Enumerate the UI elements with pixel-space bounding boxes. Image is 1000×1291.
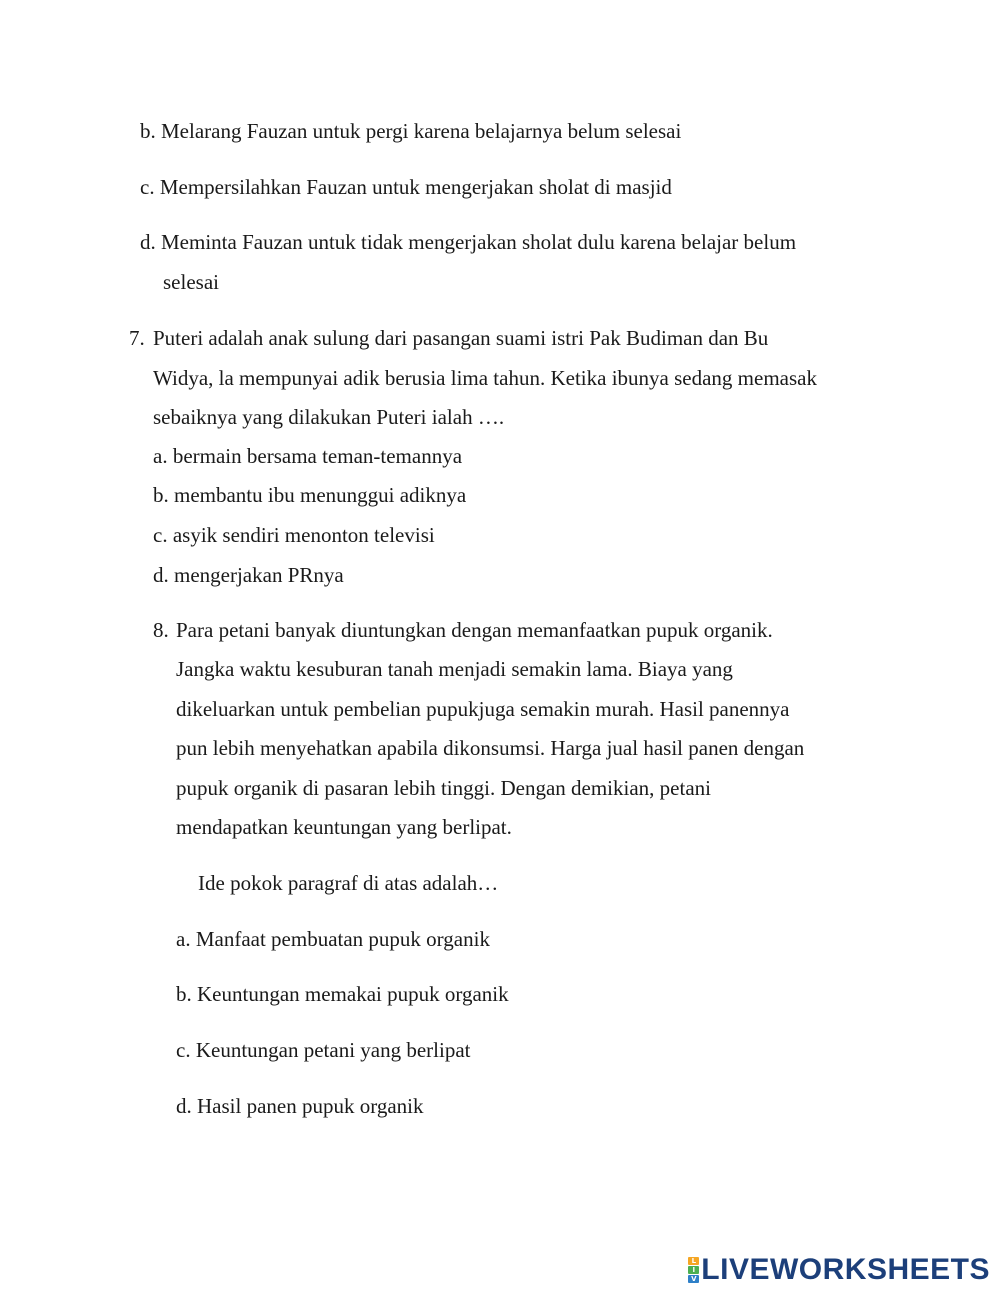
option-text: mengerjakan PRnya xyxy=(174,563,344,587)
q7-option-d xyxy=(153,561,344,589)
option-text: Keuntungan memakai pupuk organik xyxy=(197,982,509,1006)
q7-text-line: Puteri adalah anak sulung dari pasangan suami istri Pak Budiman dan Bu xyxy=(153,326,769,350)
q6-option-d-continuation: selesai xyxy=(163,270,219,294)
logo-badge-letter: I xyxy=(688,1266,699,1274)
q7-option-a xyxy=(153,442,462,470)
logo-badge-icon xyxy=(688,1257,699,1283)
q7-text-line: Widya, la mempunyai adik berusia lima tahun. Ketika ibunya sedang memasak xyxy=(153,366,817,390)
q8-text-line: mendapatkan keuntungan yang berlipat. xyxy=(176,815,512,839)
option-text: Manfaat pembuatan pupuk organik xyxy=(195,927,490,951)
option-marker: a. xyxy=(153,444,168,468)
option-text: Hasil panen pupuk organik xyxy=(197,1094,424,1118)
q8-number: 8. xyxy=(153,618,169,642)
option-text: Melarang Fauzan untuk pergi karena belajarnya belum selesai xyxy=(161,119,682,143)
q8-text-line: Para petani banyak diuntungkan dengan memanfaatkan pupuk organik. xyxy=(176,618,773,642)
option-marker: b. xyxy=(176,982,192,1006)
q7-option-b xyxy=(153,481,466,509)
logo-badge-letter: L xyxy=(688,1257,699,1265)
q8-text-line: pupuk organik di pasaran lebih tinggi. Dengan demikian, petani xyxy=(176,776,711,800)
q8-prompt: Ide pokok paragraf di atas adalah… xyxy=(198,871,499,895)
option-marker: b. xyxy=(140,119,156,143)
logo-badge-letter: V xyxy=(688,1275,699,1283)
q8-text-line: pun lebih menyehatkan apabila dikonsumsi. Harga jual hasil panen dengan xyxy=(176,736,805,760)
option-marker: c. xyxy=(153,523,168,547)
logo-text: LIVEWORKSHEETS xyxy=(701,1253,990,1286)
option-marker: a. xyxy=(176,927,191,951)
q8-option-d xyxy=(176,1092,424,1120)
option-text: Meminta Fauzan untuk tidak mengerjakan sholat dulu karena belajar belum xyxy=(161,230,797,254)
q6-option-d xyxy=(140,228,796,256)
q8-option-a xyxy=(176,925,490,953)
q6-option-b xyxy=(140,117,681,145)
option-text: membantu ibu menunggui adiknya xyxy=(174,483,467,507)
liveworksheets-logo[interactable] xyxy=(688,1254,990,1286)
option-text: Mempersilahkan Fauzan untuk mengerjakan sholat di masjid xyxy=(159,175,672,199)
q8-text-line: Jangka waktu kesuburan tanah menjadi semakin lama. Biaya yang xyxy=(176,657,733,681)
q8-text-line: dikeluarkan untuk pembelian pupukjuga semakin murah. Hasil panennya xyxy=(176,697,790,721)
q8-option-b xyxy=(176,980,509,1008)
option-marker: c. xyxy=(176,1038,191,1062)
q7-text-line: sebaiknya yang dilakukan Puteri ialah …. xyxy=(153,405,505,429)
option-marker: c. xyxy=(140,175,155,199)
q7-number: 7. xyxy=(129,326,145,350)
option-marker: b. xyxy=(153,483,169,507)
q8-option-c xyxy=(176,1036,471,1064)
q7-option-c xyxy=(153,521,435,549)
option-text: Keuntungan petani yang berlipat xyxy=(195,1038,471,1062)
option-marker: d. xyxy=(140,230,156,254)
option-text: asyik sendiri menonton televisi xyxy=(172,523,435,547)
option-marker: d. xyxy=(153,563,169,587)
q6-option-c xyxy=(140,173,672,201)
option-marker: d. xyxy=(176,1094,192,1118)
option-text: bermain bersama teman-temannya xyxy=(172,444,463,468)
